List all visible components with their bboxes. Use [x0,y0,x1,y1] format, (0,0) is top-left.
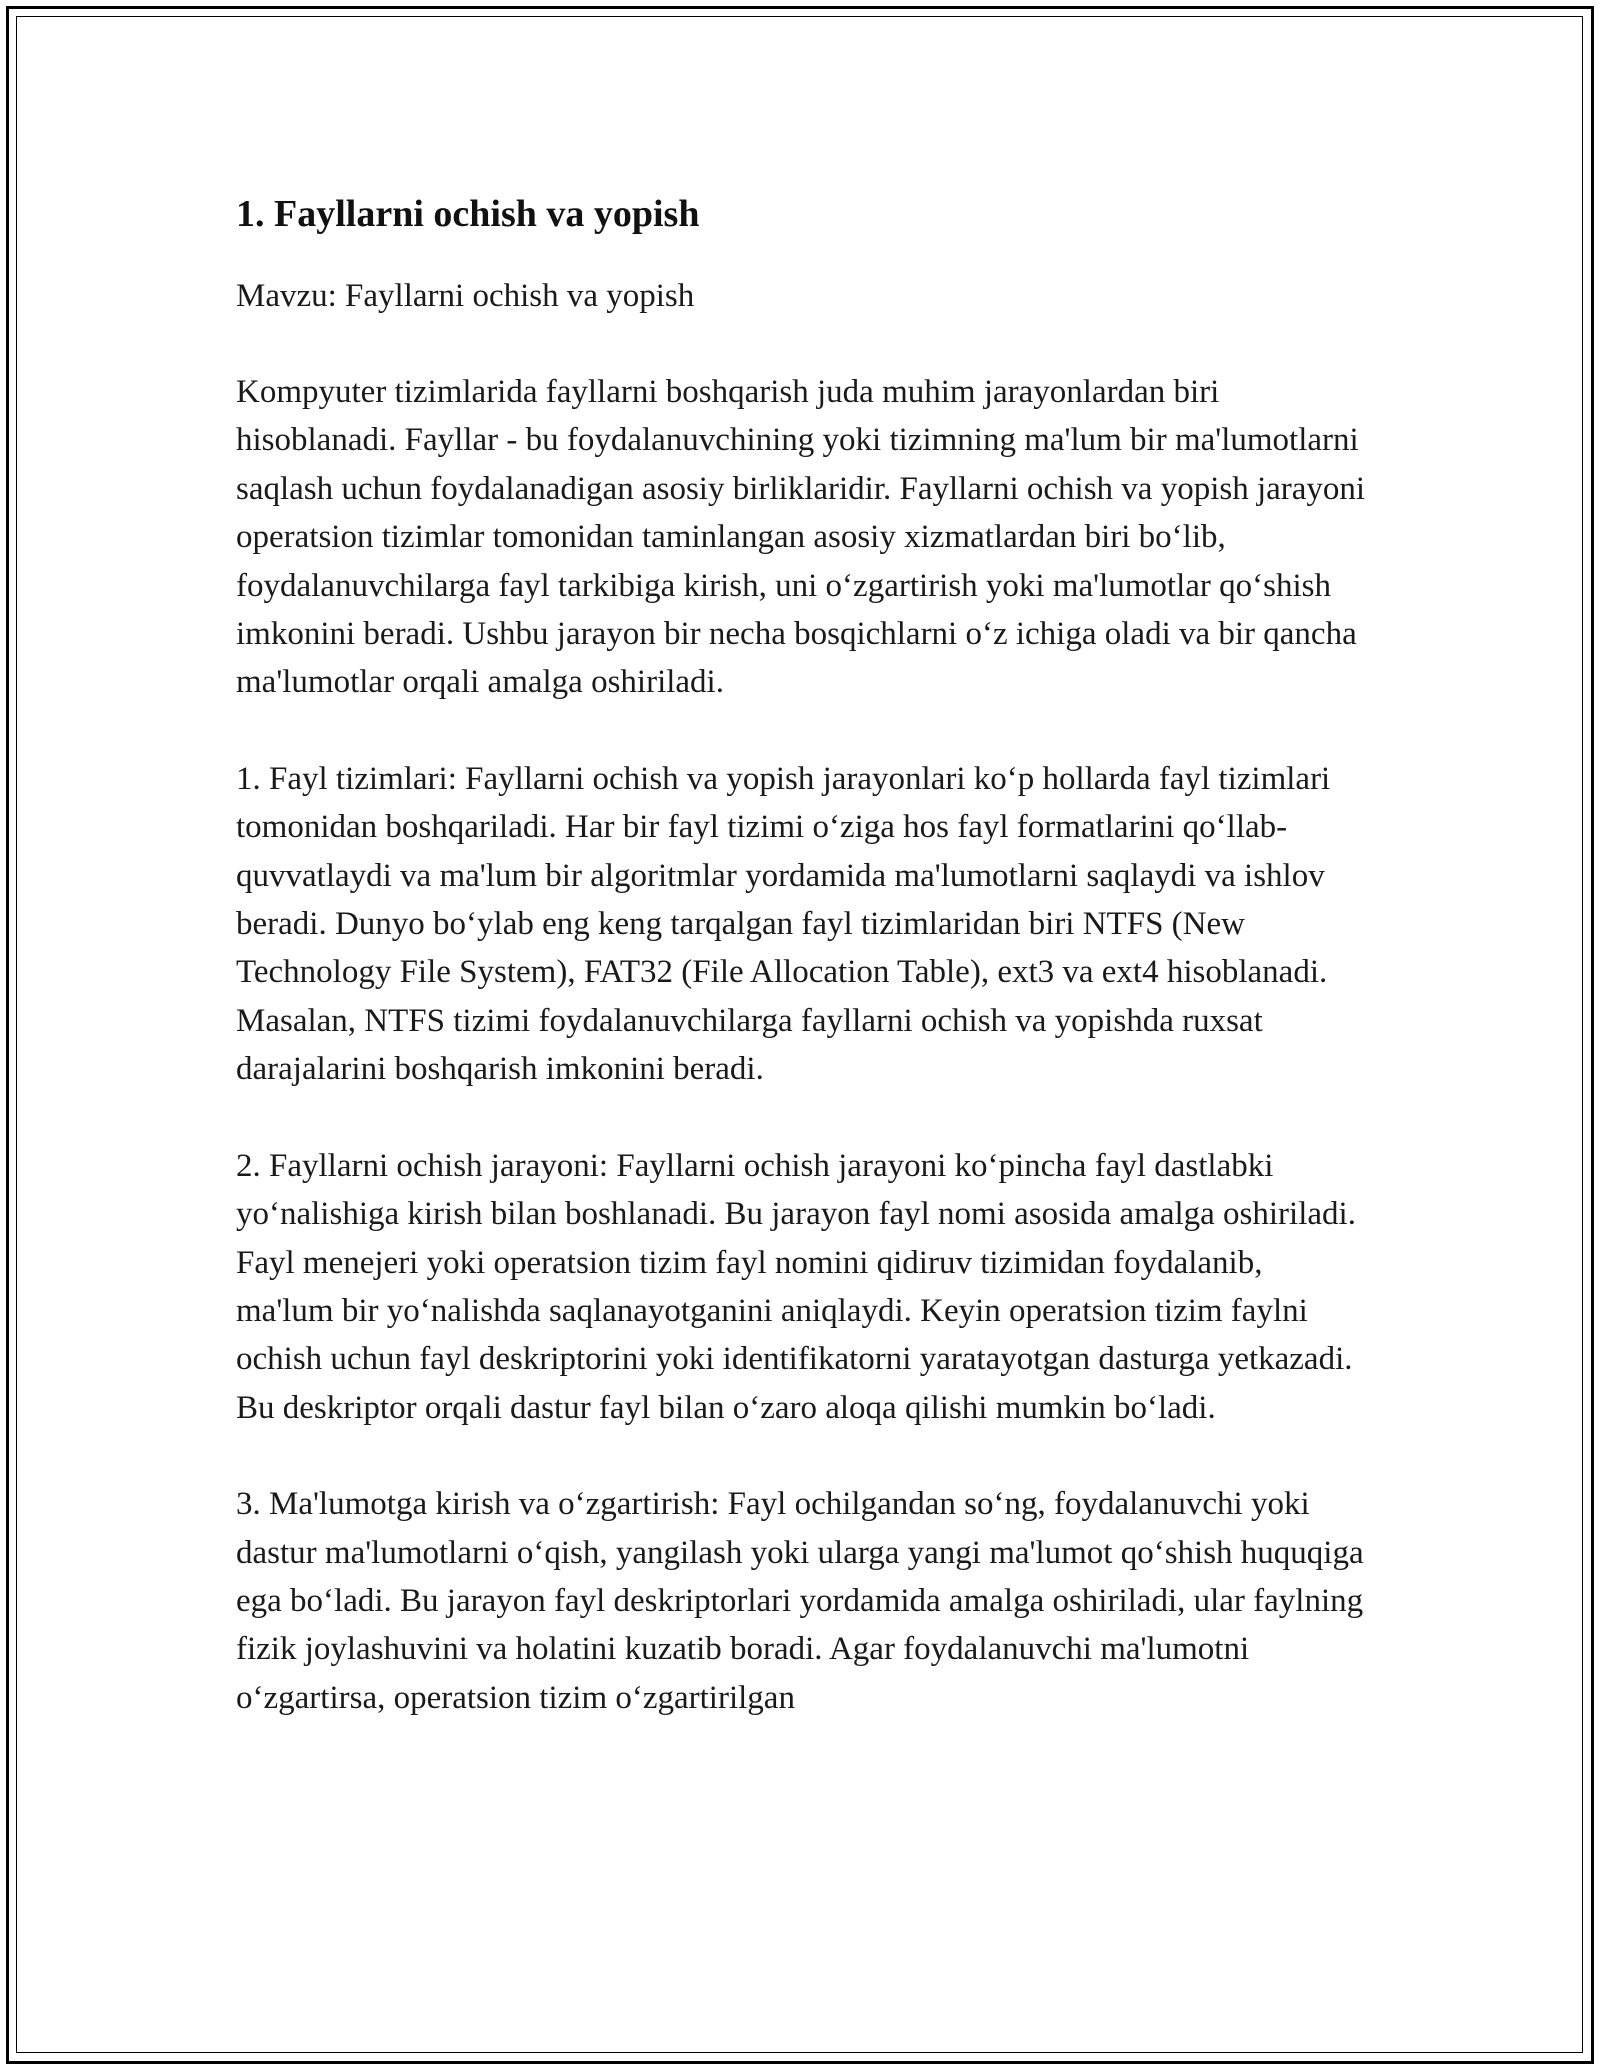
paragraph-opening-process: 2. Fayllarni ochish jarayoni: Fayllarni ochish jarayoni ko‘pincha fayl dastlabki yo‘nalishiga kirish bilan boshlanadi. Bu jarayon fayl nomi asosida amalga oshiriladi. Fayl menejeri yoki operatsion tizim fayl nomini qidiruv tizimidan foydalanib, ma'lum bir yo‘nalishda saqlanayotganini aniqlaydi. Keyin operatsion tizim faylni ochish uchun fayl deskriptorini yoki identifikatorni yaratayotgan dasturga yetkazadi. Bu deskriptor orqali dastur fayl bilan o‘zaro aloqa qilishi mumkin bo‘ladi. [236,1147,1356,1426]
paragraph-file-systems: 1. Fayl tizimlari: Fayllarni ochish va yopish jarayonlari ko‘p hollarda fayl tizimlari tomonidan boshqariladi. Har bir fayl tizimi o‘ziga hos fayl formatlarini qo‘llab-quvvatlaydi va ma'lum bir algoritmlar yordamida ma'lumotlarni saqlaydi va ishlov beradi. Dunyo bo‘ylab eng keng tarqalgan fayl tizimlaridan biri NTFS (New Technology File System), FAT32 (File Allocation Table), ext3 va ext4 hisoblanadi. Masalan, NTFS tizimi foydalanuvchilarga fayllarni ochish va yopishda ruxsat darajalarini boshqarish imkonini beradi. [236,760,1331,1088]
document-body [236,186,1366,1770]
paragraph-data-access: 3. Ma'lumotga kirish va o‘zgartirish: Fayl ochilgandan so‘ng, foydalanuvchi yoki dastur ma'lumotlarni o‘qish, yangilash yoki ularga yangi ma'lumot qo‘shish huquqiga ega bo‘ladi. Bu jarayon fayl deskriptorlari yordamida amalga oshiriladi, ular faylning fizik joylashuvini va holatini kuzatib boradi. Agar foydalanuvchi ma'lumotni o‘zgartirsa, operatsion tizim o‘zgartirilgan [236,1486,1364,1716]
document-title: 1. Fayllarni ochish va yopish [236,193,700,235]
paragraph-intro: Kompyuter tizimlarida fayllarni boshqarish juda muhim jarayonlardan biri hisoblanadi. Fayllar - bu foydalanuvchining yoki tizimning ma'lum bir ma'lumotlarni saqlash uchun foydalanadigan asosiy birliklaridir. Fayllarni ochish va yopish jarayoni operatsion tizimlar tomonidan taminlangan asosiy xizmatlardan biri bo‘lib, foydalanuvchilarga fayl tarkibiga kirish, uni o‘zgartirish yoki ma'lumotlar qo‘shish imkonini beradi. Ushbu jarayon bir necha bosqichlarni o‘z ichiga oladi va bir qancha ma'lumotlar orqali amalga oshiriladi. [236,374,1366,701]
document-subject: Mavzu: Fayllarni ochish va yopish [236,278,695,314]
